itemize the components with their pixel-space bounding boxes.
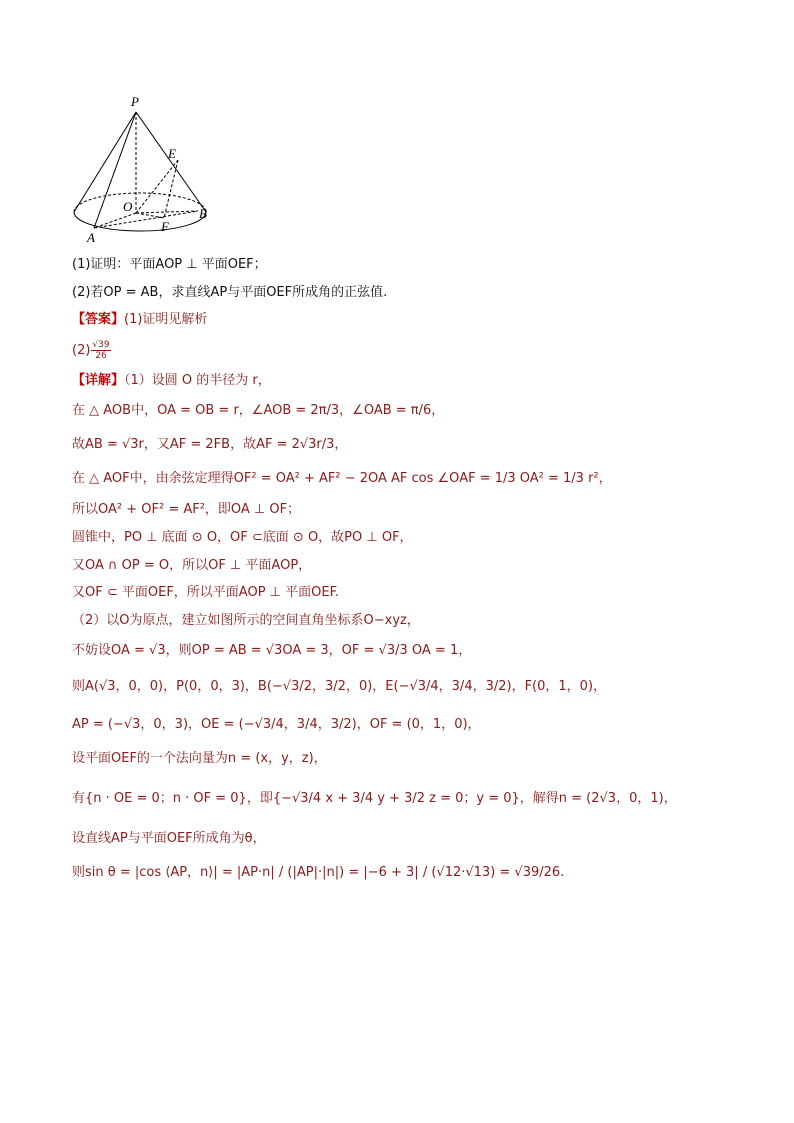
detail-line-9: （2）以O为原点，建立如图所示的空间直角坐标系O−xyz， [72,613,420,628]
edge-OA [94,213,136,228]
detail-tag: 【详解】 [72,373,125,388]
detail-line-6: 圆锥中，PO ⊥ 底面 ⊙ O，OF ⊂底面 ⊙ O，故PO ⊥ OF， [72,530,413,545]
detail-line-7: 又OA ∩ OP = O，所以OF ⊥ 平面AOP， [72,558,312,573]
detail-line-1: （1）设圆 O 的半径为 r， [124,373,271,388]
question-1: (1)证明：平面AOP ⊥ 平面OEF； [72,257,267,272]
detail-line-2: 在 △ AOB中，OA = OB = r，∠AOB = 2π/3，∠OAB = π/6， [72,403,445,418]
detail-line-14: 有{n · OE = 0；n · OF = 0}，即{−√3/4 x + 3/4 y + 3/2 z = 0；y = 0}，解得n = (2√3，0，1)， [72,791,677,806]
edge-AB [94,211,198,228]
detail-line-13: 设平面OEF的一个法向量为n = (x，y，z)， [72,751,327,766]
generator-right [136,112,206,212]
detail-line-3: 故AB = √3r，又AF = 2FB，故AF = 2√3r/3， [72,437,348,452]
label-E: E [168,146,176,161]
answer-row [72,311,207,329]
detail-line-12: AP = (−√3，0，3)，OE = (−√3/4，3/4，3/2)，OF = (0，1，0)， [72,717,481,732]
detail-line-5: 所以OA² + OF² = AF²，即OA ⊥ OF； [72,502,301,517]
base-front-arc [74,212,206,231]
detail-line-8: 又OF ⊂ 平面OEF，所以平面AOP ⊥ 平面OEF. [72,585,340,600]
label-B: B [199,206,207,221]
detail-line-11: 则A(√3，0，0)，P(0，0，3)，B(−√3/2，3/2，0)，E(−√3/4，3/4，3/2)，F(0，1，0)， [72,679,607,694]
label-A: A [87,230,95,245]
detail-line-15: 设直线AP与平面OEF所成角为θ， [72,831,266,846]
answer-2-denominator: 26 [95,351,107,361]
question-2: (2)若OP = AB，求直线AP与平面OEF所成角的正弦值. [72,285,388,300]
detail-line-4: 在 △ AOF中，由余弦定理得OF² = OA² + AF² − 2OA AF cos ∠OAF = 1/3 OA² = 1/3 r²， [72,471,612,486]
answer-tag: 【答案】 [72,312,125,327]
label-F: F [161,219,169,234]
label-P: P [131,94,139,109]
base-back-arc [74,193,206,212]
label-O: O [123,199,133,214]
answer-2 [72,340,112,361]
detail-line-16: 则sin θ = |cos ⟨AP，n⟩| = |AP·n| / (|AP|·|n|) = |−6 + 3| / (√12·√13) = √39/26. [72,865,565,880]
cone-figure [70,92,220,250]
answer-2-numerator: √39 [92,340,110,350]
answer-2-prefix: (2) [72,343,91,358]
answer-1: (1)证明见解析 [124,312,208,327]
detail-row-1 [72,372,271,390]
detail-line-10: 不妨设OA = √3，则OP = AB = √3OA = 3，OF = √3/3 OA = 1， [72,643,472,658]
